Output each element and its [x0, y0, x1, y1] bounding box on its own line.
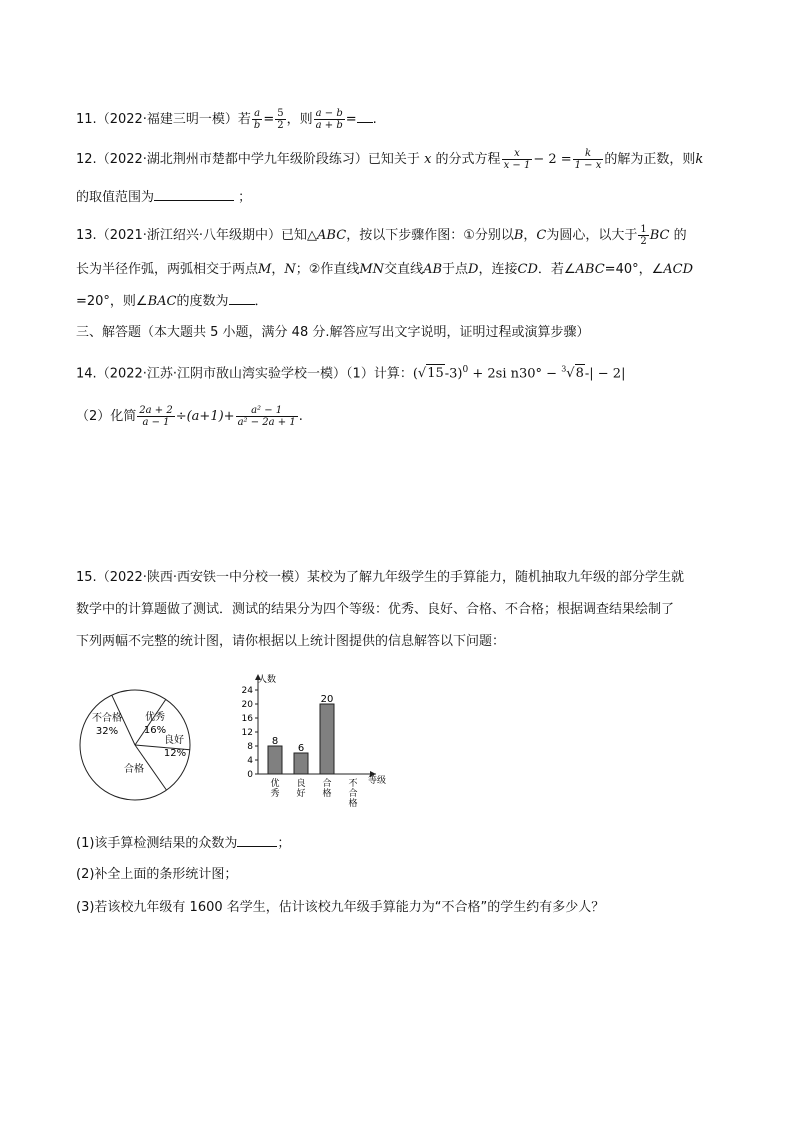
question-11	[76, 108, 377, 131]
q13-l2-text-5: ，连接	[478, 262, 518, 277]
q15-text-line2: 数学中的计算题做了测试．测试的结果分为四个等级：优秀、良好、合格、不合格；根据调查结果绘制了	[76, 602, 675, 617]
bar	[294, 753, 308, 774]
paren-open: (	[412, 366, 418, 382]
y-tick-label: 20	[241, 700, 253, 710]
fraction-x-over-x-1: $\frac{x}{x - 1}$	[503, 148, 531, 171]
y-tick-label: 0	[247, 770, 253, 780]
comma: ，	[271, 262, 285, 277]
q11-number: 11.	[76, 112, 97, 127]
cube-root-8: $^3$√8	[561, 365, 584, 382]
q13-number: 13.	[76, 228, 97, 243]
minus-two-equals: − 2 =	[533, 152, 572, 167]
semicolon: ；	[277, 836, 291, 851]
point-n: N	[284, 262, 296, 277]
answer-blank[interactable]	[237, 834, 277, 847]
answer-blank[interactable]	[357, 110, 373, 123]
pie-label-name: 优秀	[145, 712, 165, 723]
q15-text-line3: 下列两幅不完整的统计图，请你根据以上统计图提供的信息解答以下问题：	[76, 634, 506, 649]
bar	[268, 746, 282, 774]
q13-text-4: 的	[673, 228, 687, 243]
q15-source: （2022·陕西·西安铁一中分校一模）	[96, 570, 308, 585]
point-c: C	[536, 228, 547, 243]
question-12	[76, 148, 703, 171]
var-x: x	[424, 152, 432, 167]
bar-value-label: 8	[271, 736, 279, 747]
bar	[320, 704, 334, 774]
question-13-line3	[76, 292, 268, 311]
angle-acd: ACD	[663, 262, 694, 277]
angle-bac: BAC	[147, 294, 177, 309]
q11-text: 若	[237, 112, 251, 127]
semicolon: ；	[238, 190, 252, 205]
pie-label-name: 合格	[124, 764, 144, 775]
q15-sub3	[76, 899, 604, 917]
question-13	[76, 224, 687, 247]
q12-source: （2022·湖北荆州市楚都中学九年级阶段练习）	[96, 152, 368, 167]
y-tick-label: 4	[247, 756, 253, 766]
segment-cd: CD	[517, 262, 538, 277]
bar-value-label: 20	[320, 694, 334, 705]
fraction-a2-1-over-a2-2a-1: $\frac{\text{a² − 1}}{\text{a² − 2a + 1}}$	[237, 405, 296, 428]
q15-number: 15.	[76, 570, 97, 585]
y-tick-label: 8	[247, 742, 253, 752]
pie-label-pct: 16%	[143, 725, 167, 736]
bar-chart	[236, 668, 416, 818]
q13-l2-text-3: 交直线	[384, 262, 424, 277]
period: ．	[254, 294, 268, 309]
point-m: M	[258, 262, 272, 277]
line-mn: MN	[359, 262, 385, 277]
x-tick-label: 合格	[322, 779, 332, 799]
answer-blank[interactable]	[154, 188, 234, 201]
q13-text-3: 为圆心，以大于	[546, 228, 638, 243]
bar-value-label: 6	[297, 743, 305, 754]
q14-part2-label: （2）化简	[76, 409, 137, 424]
equals-sign: =	[263, 112, 275, 127]
var-k: k	[695, 152, 704, 167]
angle-abc: ABC	[575, 262, 605, 277]
question-15-line3	[76, 633, 505, 651]
y-axis-label: 人数	[258, 675, 277, 685]
period: .	[372, 112, 377, 127]
minus-three: -3)	[444, 366, 463, 382]
sin-term: + 2si n30° −	[468, 366, 562, 382]
y-tick-label: 12	[241, 728, 253, 738]
pie-chart	[70, 680, 200, 810]
q12-range-text: 的取值范围为	[76, 190, 155, 205]
q11-text-2: ，则	[286, 112, 313, 127]
sqrt-15: √15	[417, 366, 444, 382]
q15-sub2-text: (2)补全上面的条形统计图；	[76, 867, 238, 882]
q14-source: （2022·江苏·江阴市敔山湾实验学校一模）	[96, 366, 347, 382]
section-3-header	[76, 324, 589, 342]
exponent-zero: 0	[462, 365, 469, 375]
q13-l2-text-4: 于点	[442, 262, 469, 277]
q15-text-line1: 某校为了解九年级学生的手算能力，随机抽取九年级的部分学生就	[307, 570, 685, 585]
point-d: D	[468, 262, 479, 277]
question-15	[76, 569, 684, 587]
q11-source: （2022·福建三明一模）	[96, 112, 238, 127]
line-ab: AB	[423, 262, 443, 277]
fraction-one-half: $\frac{1}{2}$	[640, 224, 647, 247]
divide-term: ÷(a+1)+	[175, 409, 235, 424]
question-12-line2	[76, 188, 251, 207]
segment-bc: BC	[649, 228, 670, 243]
q12-text-3: 的解为正数，则	[604, 152, 696, 167]
y-tick-label: 16	[241, 714, 253, 724]
q15-sub2	[76, 866, 237, 884]
q13-l2-text-2: ；②作直线	[295, 262, 360, 277]
question-14	[76, 361, 625, 383]
q15-sub3-text: (3)若该校九年级有 1600 名学生，估计该校九年级手算能力为“不合格”的学生约有多少人？	[76, 900, 605, 915]
fraction-5-over-2: $\frac{5}{2}$	[277, 108, 284, 131]
x-axis-label: 等级	[368, 776, 387, 786]
q13-l2-text-7: =40°，∠	[604, 262, 664, 277]
fraction-k-over-1-x: $\frac{k}{1 - x}$	[574, 148, 602, 171]
answer-blank[interactable]	[229, 292, 255, 305]
triangle-abc: ABC	[317, 228, 347, 243]
abs-term: -| − 2|	[584, 366, 626, 382]
q12-text-2: 的分式方程	[435, 152, 501, 167]
q12-number: 12.	[76, 152, 97, 167]
period: .	[298, 409, 303, 424]
section-3-title: 三、解答题（本大题共 5 小题，满分 48 分.解答应写出文字说明，证明过程或演算步骤）	[76, 325, 590, 340]
question-13-line2	[76, 261, 693, 279]
question-14-part2	[76, 405, 303, 428]
x-tick-label: 不合格	[348, 779, 358, 809]
q12-text: 已知关于	[367, 152, 420, 167]
q13-text-2: ，按以下步骤作图：①分别以	[346, 228, 514, 243]
fraction-a-over-b: $\frac{a}{b}$	[253, 108, 261, 131]
q13-source: （2021·浙江绍兴·八年级期中）	[96, 228, 282, 243]
q15-sub1-text: (1)该手算检测结果的众数为	[76, 836, 238, 851]
q14-part1-label: （1）计算：	[346, 366, 413, 382]
q13-l3-text: =20°，则∠	[76, 294, 148, 309]
pie-label-pct: 32%	[95, 726, 119, 737]
pie-label-name: 良好	[164, 735, 184, 746]
x-tick-label: 良好	[296, 779, 306, 799]
fraction-2a2-over-a-1: $\frac{2a + 2}{a - 1}$	[139, 405, 173, 428]
pie-label-name: 不合格	[92, 713, 122, 724]
equals-sign-2: =	[345, 112, 357, 127]
q13-text: 已知△	[281, 228, 318, 243]
point-b: B	[513, 228, 524, 243]
q14-number: 14.	[76, 366, 97, 382]
q13-l3-text-2: 的度数为	[176, 294, 229, 309]
q13-l2-text: 长为半径作弧，两弧相交于两点	[76, 262, 259, 277]
question-15-line2	[76, 601, 674, 619]
fraction-a-minus-b: $\frac{a - b}{a + b}$	[315, 108, 343, 131]
y-tick-label: 24	[241, 686, 253, 696]
q15-sub1	[76, 834, 290, 853]
comma: ，	[523, 228, 537, 243]
x-tick-label: 优秀	[270, 779, 280, 799]
pie-label-pct: 12%	[163, 748, 187, 759]
q13-l2-text-6: ．若∠	[537, 262, 576, 277]
